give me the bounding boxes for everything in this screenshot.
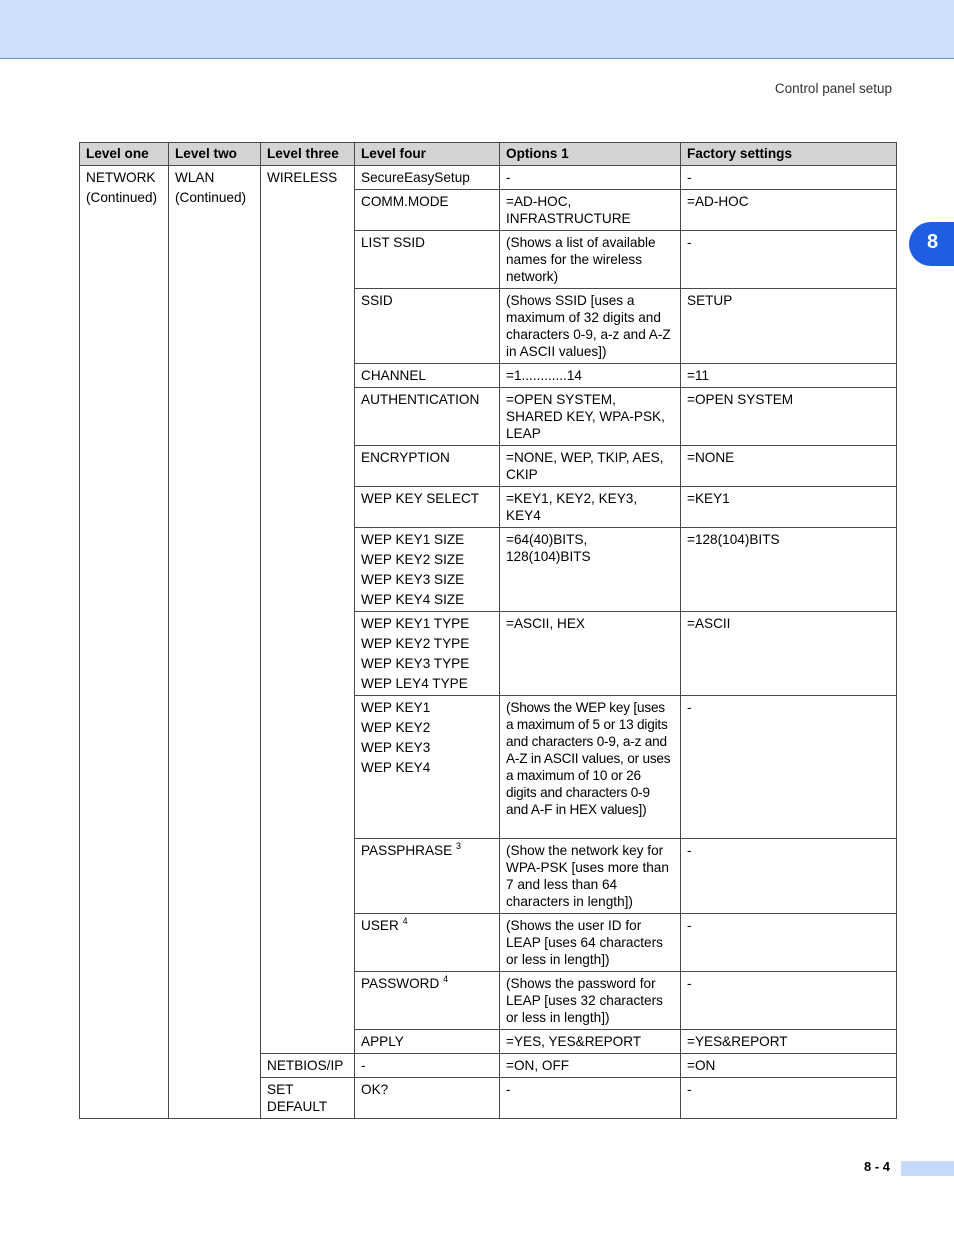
cell-factory: =OPEN SYSTEM xyxy=(681,388,897,446)
cell-options: - xyxy=(500,166,681,190)
header-level-two: Level two xyxy=(169,143,261,166)
level-four-label: PASSWORD xyxy=(361,976,440,991)
level-two-continued: (Continued) xyxy=(175,190,247,205)
page-number: 8 - 4 xyxy=(864,1159,891,1174)
footnote-marker: 3 xyxy=(455,841,461,851)
cell-options: (Show the network key for WPA-PSK [uses more than 7 and less than 64 characters in length]) xyxy=(500,839,681,914)
header-factory-settings: Factory settings xyxy=(681,143,897,166)
table-row xyxy=(80,166,897,190)
cell-options: (Shows the WEP key [uses a maximum of 5 or 13 digits and characters 0-9, a-z and A-Z in ASCII values, or uses a maximum of 10 or 26 digits and characters 0-9 and A-F in HEX values]) xyxy=(500,696,681,839)
cell-level-four: SecureEasySetup xyxy=(355,166,500,190)
cell-level-four: LIST SSID xyxy=(355,231,500,289)
cell-level-three-wireless: WIRELESS xyxy=(261,166,355,1054)
level-one-name: NETWORK xyxy=(86,170,156,185)
cell-level-four: CHANNEL xyxy=(355,364,500,388)
cell-options: (Shows the user ID for LEAP [uses 64 characters or less in length]) xyxy=(500,914,681,972)
cell-options: =NONE, WEP, TKIP, AES, CKIP xyxy=(500,446,681,487)
header-level-one: Level one xyxy=(80,143,169,166)
cell-factory: - xyxy=(681,231,897,289)
cell-factory: - xyxy=(681,972,897,1030)
footnote-marker: 4 xyxy=(443,974,449,984)
cell-options: =64(40)BITS, 128(104)BITS xyxy=(500,528,681,612)
cell-options: (Shows SSID [uses a maximum of 32 digits and characters 0-9, a-z and A-Z in ASCII values]) xyxy=(500,289,681,364)
header-level-four: Level four xyxy=(355,143,500,166)
header-options: Options 1 xyxy=(500,143,681,166)
level-four-line: WEP KEY2 SIZE xyxy=(361,552,465,567)
settings-table xyxy=(79,142,897,1119)
cell-options: (Shows the password for LEAP [uses 32 characters or less in length]) xyxy=(500,972,681,1030)
level-four-line: WEP KEY2 xyxy=(361,720,431,735)
header-level-three: Level three xyxy=(261,143,355,166)
cell-factory: SETUP xyxy=(681,289,897,364)
cell-options: =KEY1, KEY2, KEY3, KEY4 xyxy=(500,487,681,528)
cell-factory: =ON xyxy=(681,1054,897,1078)
level-four-line: WEP KEY1 xyxy=(361,700,431,715)
footnote-marker: 4 xyxy=(402,916,408,926)
level-four-line: WEP LEY4 TYPE xyxy=(361,676,468,691)
cell-level-four: SSID xyxy=(355,289,500,364)
cell-level-four: APPLY xyxy=(355,1030,500,1054)
cell-level-four: AUTHENTICATION xyxy=(355,388,500,446)
cell-level-four: OK? xyxy=(355,1078,500,1119)
cell-factory: =128(104)BITS xyxy=(681,528,897,612)
cell-options: =ON, OFF xyxy=(500,1054,681,1078)
cell-level-three-set-default: SET DEFAULT xyxy=(261,1078,355,1119)
cell-level-four: COMM.MODE xyxy=(355,190,500,231)
level-four-line: WEP KEY4 SIZE xyxy=(361,592,465,607)
chapter-number: 8 xyxy=(927,231,939,253)
cell-factory: - xyxy=(681,1078,897,1119)
page-number-bar xyxy=(901,1161,954,1176)
top-header-band xyxy=(0,0,954,59)
cell-level-four xyxy=(355,914,500,972)
cell-factory: - xyxy=(681,914,897,972)
cell-level-four xyxy=(355,528,500,612)
level-four-line: WEP KEY3 SIZE xyxy=(361,572,465,587)
cell-factory: - xyxy=(681,696,897,839)
chapter-tab xyxy=(909,222,954,266)
cell-options: =AD-HOC, INFRASTRUCTURE xyxy=(500,190,681,231)
cell-factory: =NONE xyxy=(681,446,897,487)
cell-factory: =YES&REPORT xyxy=(681,1030,897,1054)
level-four-line: WEP KEY4 xyxy=(361,760,431,775)
cell-level-one xyxy=(80,166,169,1119)
cell-options: =YES, YES&REPORT xyxy=(500,1030,681,1054)
cell-options: - xyxy=(500,1078,681,1119)
section-title: Control panel setup xyxy=(774,81,892,96)
cell-level-four: ENCRYPTION xyxy=(355,446,500,487)
level-four-line: WEP KEY1 SIZE xyxy=(361,532,465,547)
level-four-label: USER xyxy=(361,918,399,933)
cell-factory: =AD-HOC xyxy=(681,190,897,231)
cell-factory: =KEY1 xyxy=(681,487,897,528)
level-four-label: PASSPHRASE xyxy=(361,843,453,858)
cell-level-four xyxy=(355,696,500,839)
level-four-line: WEP KEY2 TYPE xyxy=(361,636,470,651)
level-four-line: WEP KEY1 TYPE xyxy=(361,616,470,631)
cell-level-four xyxy=(355,612,500,696)
cell-options: =1............14 xyxy=(500,364,681,388)
level-one-continued: (Continued) xyxy=(86,190,158,205)
table-header-row xyxy=(80,143,897,166)
cell-level-four xyxy=(355,972,500,1030)
level-four-line: WEP KEY3 xyxy=(361,740,431,755)
level-two-name: WLAN xyxy=(175,170,215,185)
level-four-line: WEP KEY3 TYPE xyxy=(361,656,470,671)
cell-options: =ASCII, HEX xyxy=(500,612,681,696)
cell-level-four: - xyxy=(355,1054,500,1078)
cell-factory: =11 xyxy=(681,364,897,388)
cell-level-three-netbios: NETBIOS/IP xyxy=(261,1054,355,1078)
cell-options: (Shows a list of available names for the wireless network) xyxy=(500,231,681,289)
cell-factory: - xyxy=(681,166,897,190)
cell-factory: - xyxy=(681,839,897,914)
cell-level-four xyxy=(355,839,500,914)
cell-factory: =ASCII xyxy=(681,612,897,696)
cell-level-four: WEP KEY SELECT xyxy=(355,487,500,528)
cell-options: =OPEN SYSTEM, SHARED KEY, WPA-PSK, LEAP xyxy=(500,388,681,446)
cell-level-two xyxy=(169,166,261,1119)
